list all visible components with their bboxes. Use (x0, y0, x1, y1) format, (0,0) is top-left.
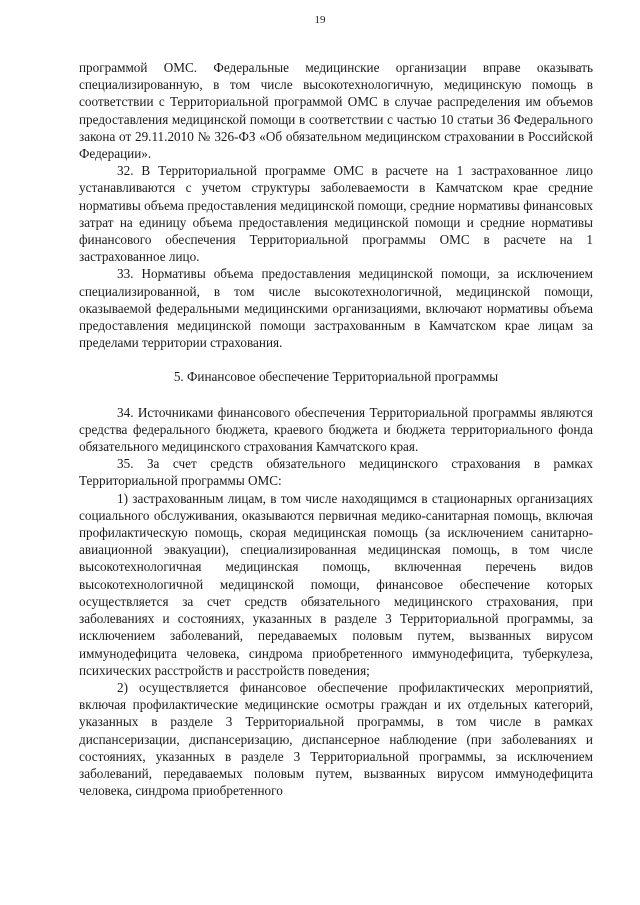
paragraph-32: 32. В Территориальной программе ОМС в расчете на 1 застрахованное лицо устанавливаются с учетом структуры заболеваемости в Камчатском крае средние нормативы объема предоставления медицинской помощи, средние нормативы финансовых затрат на единицу объема предоставления медицинской помощи и средние нормативы финансового обеспечения Территориальной программы ОМС в расчете на 1 застрахованное лицо. (79, 163, 593, 265)
paragraph-34: 34. Источниками финансового обеспечения Территориальной программы являются средства федерального бюджета, краевого бюджета и бюджета территориального фонда обязательного медицинского страхования Камчатского края. (79, 404, 593, 455)
page-number: 19 (314, 14, 326, 26)
list-item-1: 1) застрахованным лицам, в том числе находящимся в стационарных организациях социального обслуживания, оказываются первичная медико-санитарная помощь, включая профилактическую помощь, скорая медицинская помощь (за исключением санитарно-авиационной эвакуации), специализированная медицинская помощь, в том числе высокотехнологичная медицинская помощь, включенная перечень видов высокотехнологичной медицинской помощи, финансовое обеспечение которых осуществляется за счет средств обязательного медицинского страхования, при заболеваниях и состояниях, указанных в разделе 3 Территориальной программы, за исключением заболеваний, передаваемых половым путем, вызванных вирусом иммунодефицита человека, синдрома приобретенного иммунодефицита, туберкулеза, психических расстройств и расстройств поведения; (79, 490, 593, 678)
paragraph: программой ОМС. Федеральные медицинские организации вправе оказывать специализированную, в том числе высокотехнологичную, медицинскую помощь в соответствии с Территориальной программой ОМС в случае распределения им объемов предоставления медицинской помощи в соответствии с частью 10 статьи 36 Федерального закона от 29.11.2010 № 326-ФЗ «Об обязательном медицинском страховании в Российской Федерации». (79, 60, 593, 162)
paragraph-35: 35. За счет средств обязательного медицинского страхования в рамках Территориальной программы ОМС: (79, 456, 593, 489)
document-body (79, 59, 593, 799)
list-item-2: 2) осуществляется финансовое обеспечение профилактических мероприятий, включая профилактические медицинские осмотры граждан и их отдельных категорий, указанных в разделе 3 Территориальной программы, в том числе в рамках диспансеризации, диспансеризацию, диспансерное наблюдение (при заболеваниях и состояниях, указанных в разделе 3 Территориальной программы, за исключением заболеваний, передаваемых половым путем, вызванных вирусом иммунодефицита человека, синдрома приобретенного (79, 679, 593, 799)
paragraph-33: 33. Нормативы объема предоставления медицинской помощи, за исключением специализированной, в том числе высокотехнологичной, медицинской помощи, оказываемой федеральными медицинскими организациями, включают нормативы объема предоставления медицинской помощи застрахованным в Камчатском крае лицам за пределами территории страхования. (79, 266, 593, 351)
section-heading: 5. Финансовое обеспечение Территориальной программы (173, 369, 499, 385)
